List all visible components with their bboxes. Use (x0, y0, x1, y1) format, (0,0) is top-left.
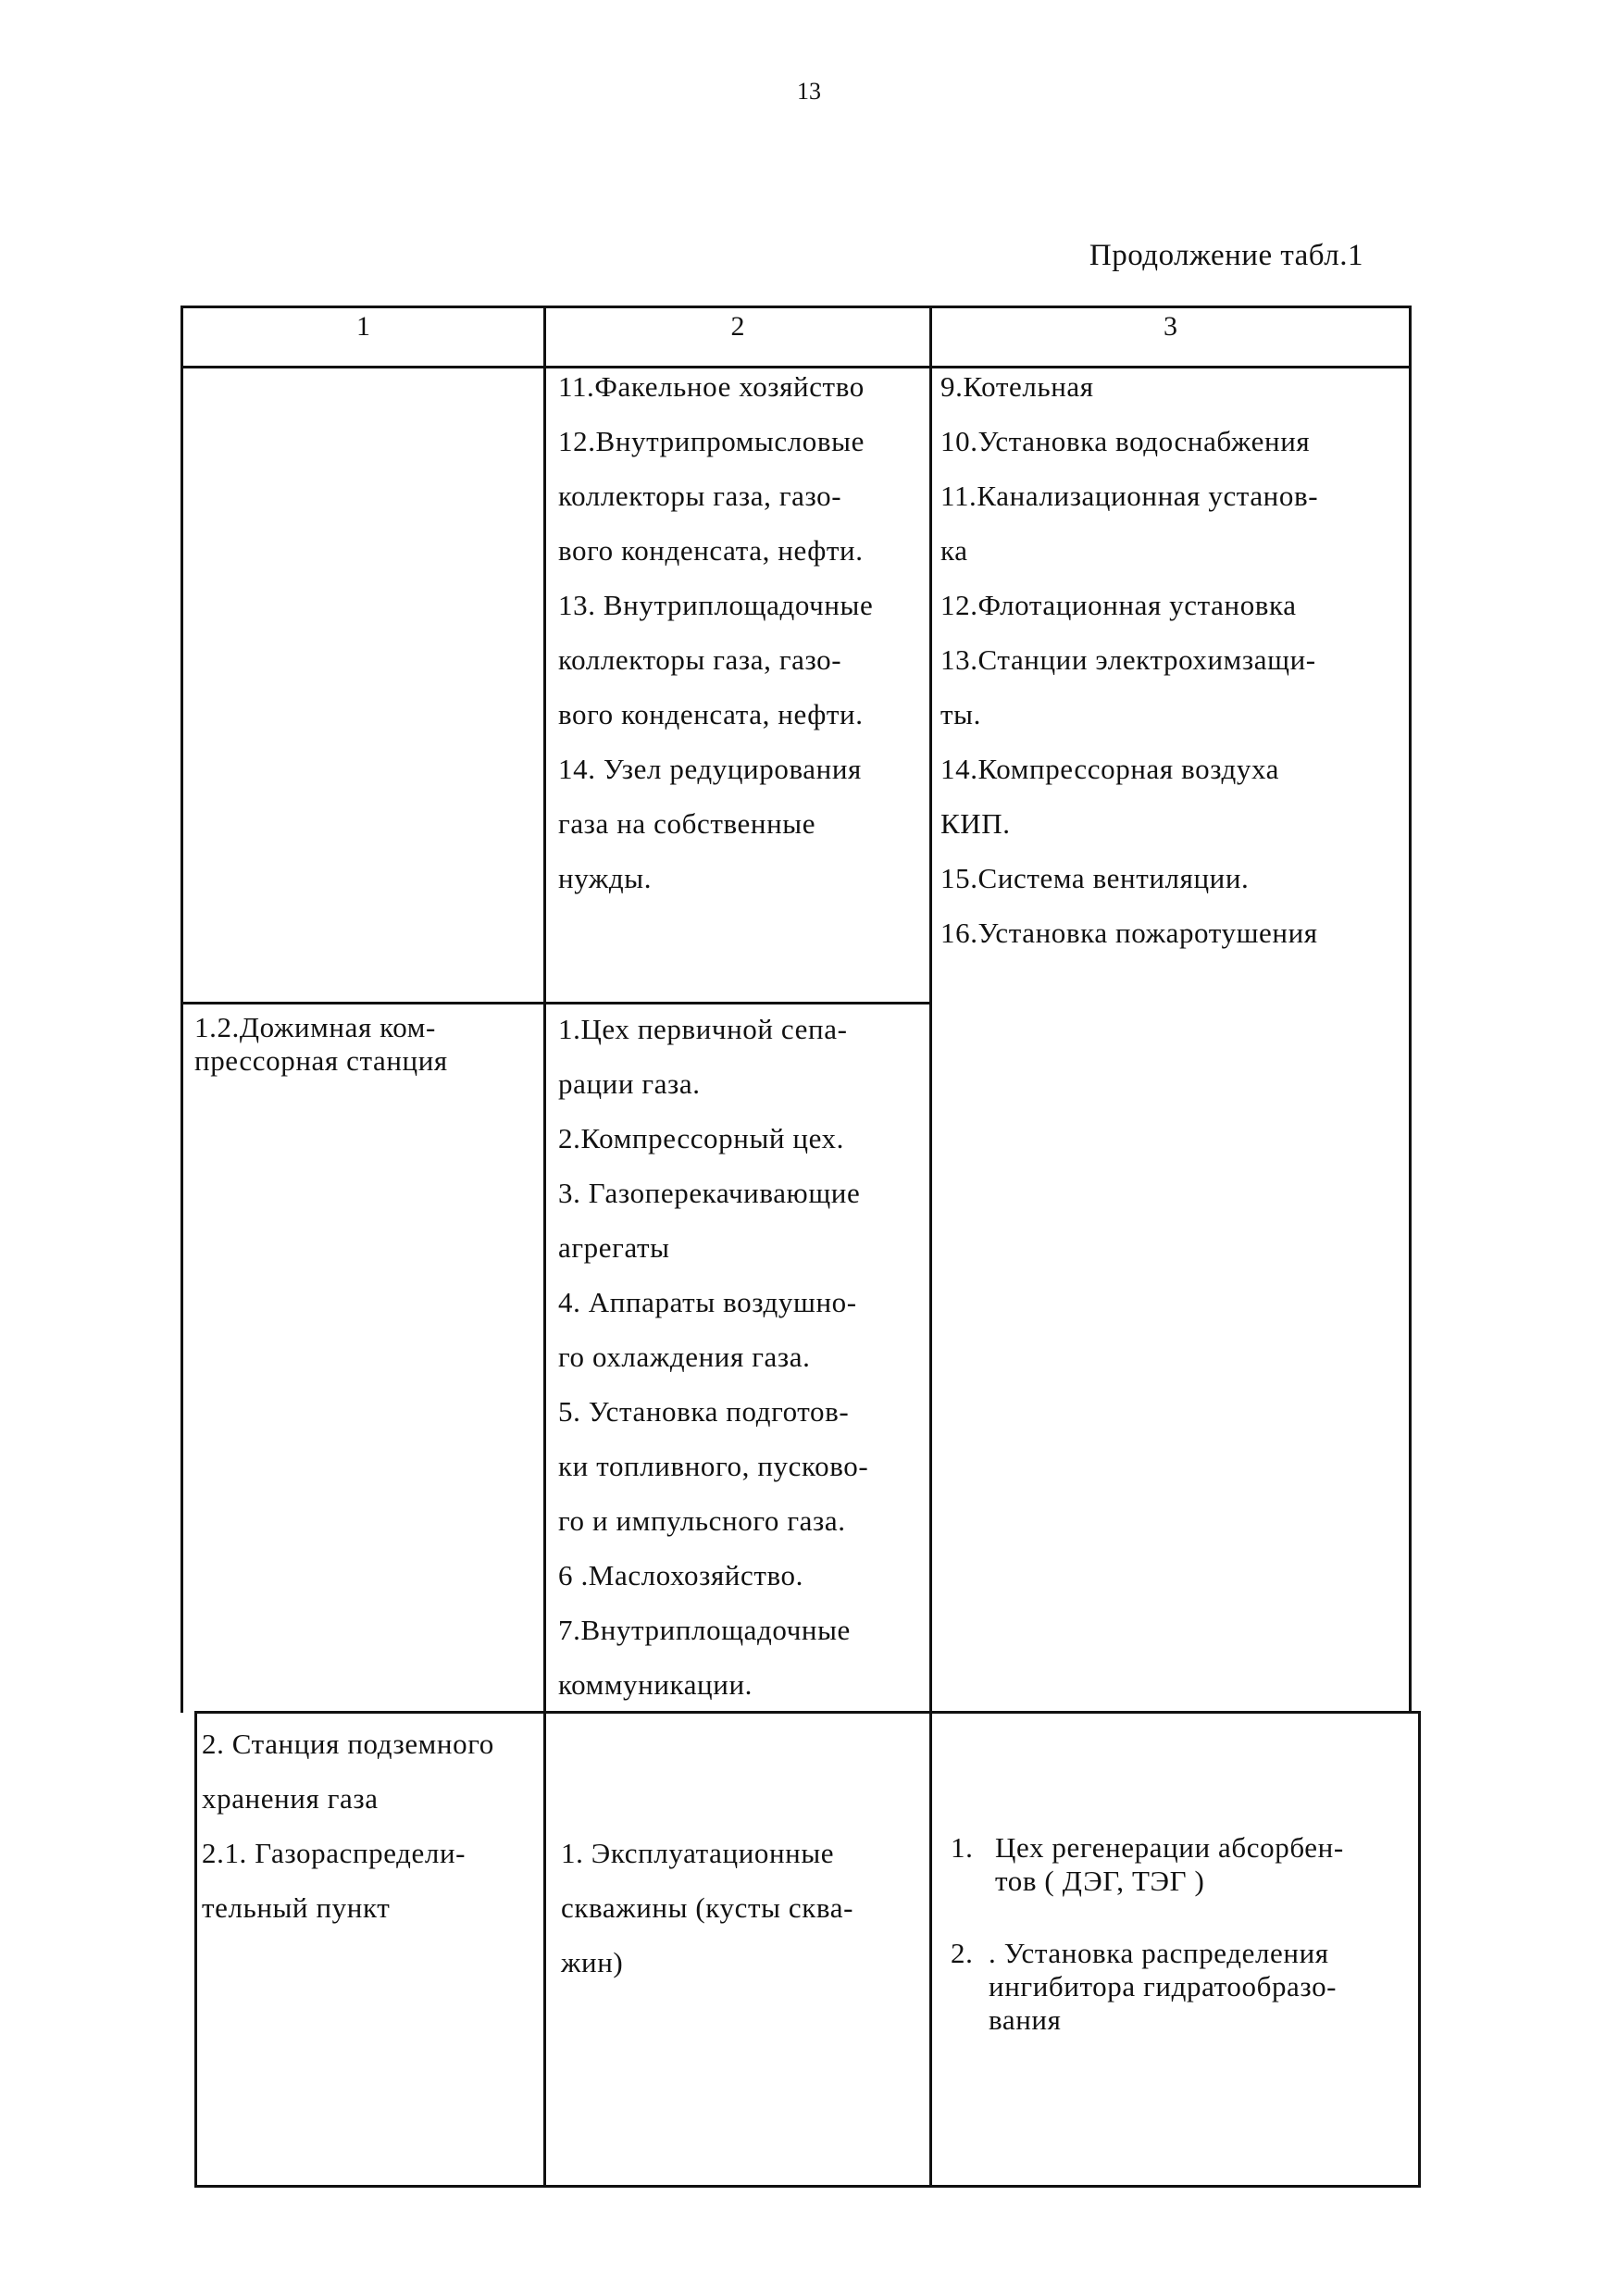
block3-col3-item2-number: 2. (951, 1937, 974, 1969)
list-item: 3. Газоперекачивающие (558, 1177, 861, 1209)
list-item: газа на собственные (558, 807, 816, 840)
table-left-border (180, 306, 183, 1713)
list-item: 2.Компрессорный цех. (558, 1122, 844, 1154)
block3-col3-item1-number: 1. (951, 1831, 974, 1864)
block1-col3 (940, 359, 1318, 960)
list-item: 12.Внутрипромысловые (558, 425, 865, 457)
list-item: 1.2.Дожимная ком- (194, 1011, 436, 1043)
list-item: вого конденсата, нефти. (558, 534, 864, 567)
list-item: 4. Аппараты воздушно- (558, 1286, 857, 1318)
list-item: 14. Узел редуцирования (558, 753, 862, 785)
table-bottom-border (194, 2185, 1421, 2188)
list-item: 16.Установка пожаротушения (940, 917, 1318, 949)
block3-col2 (561, 1826, 853, 1990)
list-item: ингибитора гидратообразо- (989, 1970, 1338, 2003)
table-caption: Продолжение табл.1 (1089, 239, 1363, 272)
list-item: нужды. (558, 862, 653, 894)
block1-col2 (558, 359, 873, 905)
list-item: тов ( ДЭГ, ТЭГ ) (995, 1865, 1205, 1897)
page-number: 13 (797, 78, 821, 105)
list-item: 7.Внутриплощадочные (558, 1614, 851, 1646)
list-item: коллекторы газа, газо- (558, 643, 842, 676)
block3-col1 (202, 1716, 494, 1935)
list-item: вого конденсата, нефти. (558, 698, 864, 730)
list-item: вания (989, 2003, 1062, 2036)
column-header-1: 1 (356, 311, 370, 342)
table-left-border-lower (194, 1711, 197, 2187)
column-header-2: 2 (730, 311, 745, 342)
block3-col3-item1 (995, 1831, 1344, 1898)
list-item: 13.Станции электрохимзащи- (940, 643, 1316, 676)
list-item: 1. Эксплуатационные (561, 1837, 835, 1869)
list-item: хранения газа (202, 1782, 379, 1815)
list-item: 6 .Маслохозяйство. (558, 1559, 803, 1591)
table-top-border (180, 306, 1412, 308)
list-item: 11.Факельное хозяйство (558, 370, 865, 403)
block2-col1 (194, 1011, 448, 1078)
list-item: . Установка распределения (989, 1937, 1329, 1969)
list-item: го и импульсного газа. (558, 1504, 846, 1537)
list-item: ты. (940, 698, 981, 730)
list-item: коллекторы газа, газо- (558, 480, 842, 512)
list-item: 10.Установка водоснабжения (940, 425, 1311, 457)
list-item: ки топливного, пусково- (558, 1450, 869, 1482)
list-item: коммуникации. (558, 1668, 753, 1701)
list-item: ка (940, 534, 968, 567)
block3-col3-item2 (989, 1937, 1337, 2037)
list-item: тельный пункт (202, 1891, 391, 1924)
list-item: 2.1. Газораспредели- (202, 1837, 467, 1869)
list-item: агрегаты (558, 1231, 670, 1264)
list-item: рации газа. (558, 1067, 701, 1100)
list-item: 13. Внутриплощадочные (558, 589, 874, 621)
list-item: 15.Система вентиляции. (940, 862, 1250, 894)
list-item: 12.Флотационная установка (940, 589, 1297, 621)
list-item: 5. Установка подготов- (558, 1395, 850, 1428)
column-divider-1 (543, 306, 546, 2187)
list-item: жин) (561, 1946, 624, 1978)
block2-col2 (558, 1002, 868, 1712)
column-divider-2 (929, 306, 932, 2187)
list-item: го охлаждения газа. (558, 1341, 811, 1373)
list-item: 11.Канализационная установ- (940, 480, 1319, 512)
list-item: КИП. (940, 807, 1011, 840)
list-item: прессорная станция (194, 1044, 448, 1077)
list-item: Цех регенерации абсорбен- (995, 1831, 1344, 1864)
list-item: скважины (кусты сква- (561, 1891, 854, 1924)
table-right-border-lower (1418, 1711, 1421, 2187)
column-header-3: 3 (1164, 311, 1177, 342)
list-item: 1.Цех первичной сепа- (558, 1013, 848, 1045)
table-right-border (1409, 306, 1412, 1713)
list-item: 2. Станция подземного (202, 1728, 494, 1760)
list-item: 14.Компрессорная воздуха (940, 753, 1280, 785)
list-item: 9.Котельная (940, 370, 1094, 403)
